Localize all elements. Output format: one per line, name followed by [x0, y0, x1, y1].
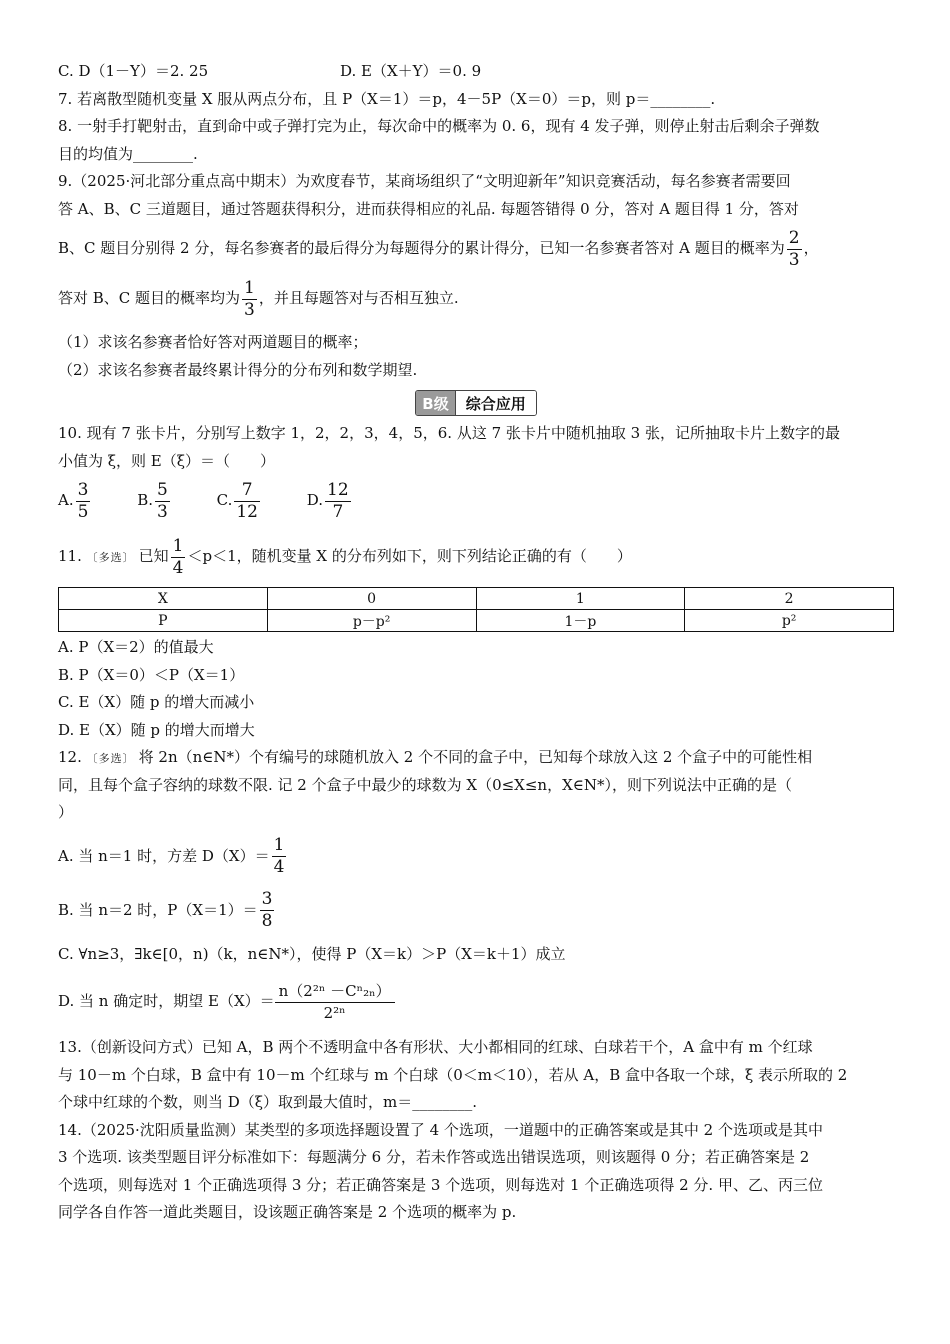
table-row	[59, 610, 894, 632]
q6-option-c: C. D（1－Y）＝2. 25	[58, 62, 209, 80]
q11-distribution-table	[58, 587, 894, 632]
option-text: B. 当 n＝2 时，P（X＝1）＝	[58, 900, 258, 919]
q13-line-1: 13.（创新设问方式）已知 A，B 两个不透明盒中各有形状、大小都相同的红球、白球若干个，A 盒中有 m 个红球	[58, 1038, 813, 1056]
fraction-denominator: 4	[172, 557, 184, 578]
q6-options-row	[58, 58, 894, 86]
fraction-denominator: 5	[77, 501, 89, 522]
fraction-numerator: 2	[788, 227, 800, 248]
expression-numerator: n（2²ⁿ －Cⁿ₂ₙ）	[275, 984, 395, 1003]
q11-stem-b: ＜p＜1，随机变量 X 的分布列如下，则下列结论正确的有（ ）	[187, 547, 632, 565]
q12-option-b	[58, 885, 894, 935]
table-cell: P	[59, 610, 268, 632]
q12-option-c: C. ∀n≥3，∃k∈[0，n)（k，n∈N*），使得 P（X＝k）＞P（X＝k＋1）成立	[58, 944, 566, 963]
q12-number: 12.	[58, 748, 82, 766]
q12-option-a	[58, 831, 894, 881]
fraction-numerator: 1	[244, 277, 255, 298]
q14-line-3: 个选项，则每选对 1 个正确选项得 3 分；若正确答案是 3 个选项，则每选对 1 个正确选项得 2 分. 甲、乙、丙三位	[58, 1175, 823, 1194]
section-banner	[58, 386, 894, 420]
option-fraction	[272, 837, 287, 876]
table-cell: p－p²	[267, 610, 476, 632]
q11-stem-a: 已知	[138, 547, 169, 565]
q11-option-d: D. E（X）随 p 的增大而增大	[58, 720, 255, 739]
option-text: D. 当 n 确定时，期望 E（X）＝	[58, 992, 275, 1010]
option-fraction	[234, 479, 260, 522]
q14-line-2: 3 个选项. 该类型题目评分标准如下：每题满分 6 分，若未作答或选出错误选项，则该题得 0 分；若正确答案是 2	[58, 1148, 810, 1166]
q11-fraction	[171, 535, 186, 578]
q10-options	[58, 475, 894, 525]
fraction-numerator: 3	[77, 479, 89, 500]
fraction-denominator: 3	[157, 501, 168, 522]
table-cell: X	[59, 588, 268, 610]
fraction-numerator: 7	[234, 482, 260, 502]
fraction-denominator: 4	[273, 857, 285, 877]
q14-line-1: 14.（2025·沈阳质量监测）某类型的多项选择题设置了 4 个选项，一道题中的正确答案或是其中 2 个选项或是其中	[58, 1120, 823, 1139]
table-cell: p²	[685, 610, 894, 632]
q9-fraction-a	[787, 227, 802, 270]
fraction-denominator: 12	[236, 501, 258, 522]
q10-option-c	[217, 475, 262, 525]
q8-line-2: 目的均值为________.	[58, 144, 198, 163]
q13-line-2: 与 10－m 个白球，B 盒中有 10－m 个红球与 m 个白球（0＜m＜10），若从 A，B 盒中各取一个球，ξ 表示所取的 2	[58, 1065, 848, 1084]
q14-line-4: 同学各自作答一道此类题目，设该题正确答案是 2 个选项的概率为 p.	[58, 1203, 517, 1221]
option-fraction	[325, 479, 351, 522]
q10-option-b	[137, 475, 172, 525]
q9-line-4	[58, 273, 894, 323]
section-title: 综合应用	[455, 391, 536, 415]
q12-option-d	[58, 976, 894, 1026]
q11-stem	[58, 531, 894, 581]
option-text: A. 当 n＝1 时，方差 D（X）＝	[58, 846, 270, 865]
q9-line-4-suffix: ，并且每题答对与否相互独立.	[258, 289, 459, 307]
option-label: D.	[306, 491, 324, 509]
option-expression	[275, 981, 395, 1022]
fraction-denominator: 3	[244, 299, 255, 320]
q9-line-3-prefix: B、C 题目分别得 2 分，每名参赛者的最后得分为每题得分的累计得分，已知一名参赛者答对 A 题目的概率为	[58, 239, 785, 257]
fraction-denominator: 8	[261, 911, 273, 931]
q11-multi-select-tag: 〔多选〕	[86, 551, 135, 564]
document-page	[58, 58, 894, 1227]
fraction-numerator: 3	[261, 889, 273, 909]
q12-line-1	[58, 744, 894, 772]
expression-denominator: 2²ⁿ	[323, 1003, 346, 1022]
table-cell: 1－p	[476, 610, 685, 632]
option-label: A.	[58, 491, 74, 509]
q10-line-2: 小值为 ξ，则 E（ξ）＝（ ）	[58, 451, 276, 470]
option-fraction	[260, 891, 275, 930]
q9-line-2: 答 A、B、C 三道题目，通过答题获得积分，进而获得相应的礼品. 每题答错得 0 分，答对 A 题目得 1 分，答对	[58, 199, 799, 218]
q9-line-3	[58, 223, 894, 273]
q9-line-4-prefix: 答对 B、C 题目的概率均为	[58, 289, 241, 307]
section-level: B级	[416, 391, 454, 415]
q9-line-3-suffix: ，	[803, 239, 819, 257]
fraction-numerator: 12	[327, 479, 349, 500]
table-cell: 0	[267, 588, 476, 610]
option-label: B.	[137, 491, 154, 509]
fraction-denominator: 7	[332, 501, 344, 522]
q9-sub-2: （2）求该名参赛者最终累计得分的分布列和数学期望.	[58, 360, 418, 379]
q10-option-a	[58, 475, 92, 525]
q9-fraction-bc	[242, 277, 257, 320]
option-label: C.	[216, 491, 233, 509]
q10-option-d	[307, 475, 353, 525]
fraction-numerator: 1	[273, 835, 285, 855]
q12-multi-select-tag: 〔多选〕	[86, 752, 135, 765]
table-row	[59, 588, 894, 610]
q13-line-3: 个球中红球的个数，则当 D（ξ）取到最大值时，m＝________.	[58, 1093, 478, 1111]
q9-sub-1: （1）求该名参赛者恰好答对两道题目的概率；	[58, 333, 368, 351]
q11-number: 11.	[58, 547, 82, 565]
q11-option-c: C. E（X）随 p 的增大而减小	[58, 693, 255, 711]
fraction-numerator: 1	[172, 535, 184, 556]
q12-line-2: 同，且每个盒子容纳的球数不限. 记 2 个盒子中最少的球数为 X（0≤X≤n，X∈N*），则下列说法中正确的是（	[58, 775, 792, 794]
section-badge	[415, 390, 536, 416]
q8-line-1: 8. 一射手打靶射击，直到命中或子弹打完为止，每次命中的概率为 0. 6，现有 4 发子弹，则停止射击后剩余子弹数	[58, 117, 820, 135]
q7-text: 7. 若离散型随机变量 X 服从两点分布，且 P（X＝1）＝p，4－5P（X＝0）＝p，则 p＝________.	[58, 89, 716, 108]
option-fraction	[76, 479, 91, 522]
table-cell: 1	[476, 588, 685, 610]
q12-line-3: ）	[58, 803, 74, 821]
fraction-numerator: 5	[157, 479, 168, 500]
q9-line-1: 9.（2025·河北部分重点高中期末）为欢度春节，某商场组织了“文明迎新年”知识竞赛活动，每名参赛者需要回	[58, 172, 791, 190]
fraction-denominator: 3	[788, 249, 800, 270]
q12-line-1-text: 将 2n（n∈N*）个有编号的球随机放入 2 个不同的盒子中，已知每个球放入这 2 个盒子中的可能性相	[138, 748, 813, 766]
q6-option-d: D. E（X＋Y）＝0. 9	[340, 62, 482, 80]
option-fraction	[155, 479, 170, 522]
q11-option-b: B. P（X＝0）＜P（X＝1）	[58, 665, 245, 684]
q11-option-a: A. P（X＝2）的值最大	[58, 638, 214, 656]
table-cell: 2	[685, 588, 894, 610]
q10-line-1: 10. 现有 7 张卡片，分别写上数字 1，2，2，3，4，5，6. 从这 7 张卡片中随机抽取 3 张，记所抽取卡片上数字的最	[58, 424, 840, 442]
